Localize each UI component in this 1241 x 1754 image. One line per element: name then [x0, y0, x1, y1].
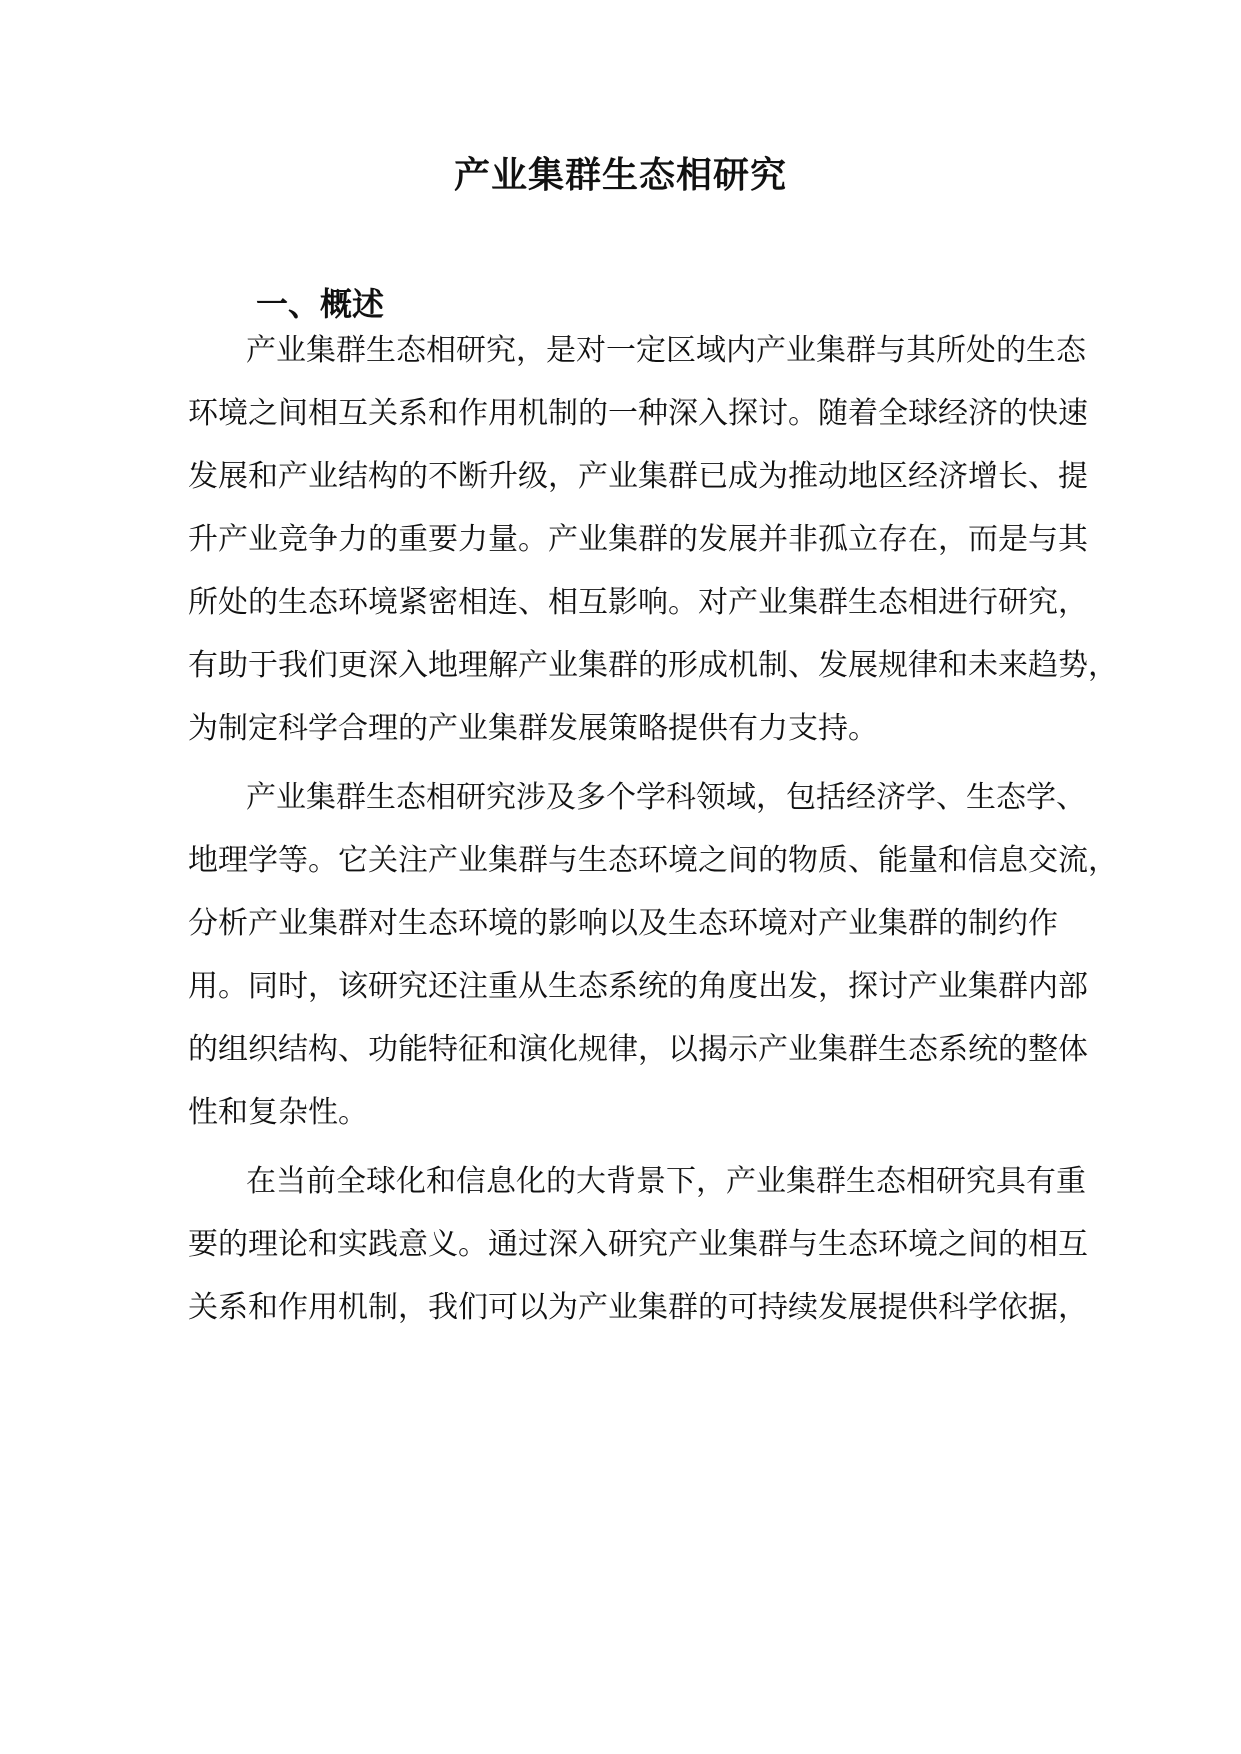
paragraph-line: 性和复杂性。	[188, 1095, 368, 1130]
paragraph-line: 所处的生态环境紧密相连、相互影响。对产业集群生态相进行研究，	[188, 585, 1088, 620]
document-title: 产业集群生态相研究	[453, 154, 787, 196]
paragraph-line: 产业集群生态相研究，是对一定区域内产业集群与其所处的生态	[246, 333, 1086, 368]
paragraph-line: 的组织结构、功能特征和演化规律，以揭示产业集群生态系统的整体	[188, 1032, 1088, 1067]
paragraph-line: 地理学等。它关注产业集群与生态环境之间的物质、能量和信息交流，	[188, 843, 1118, 878]
paragraph-line: 为制定科学合理的产业集群发展策略提供有力支持。	[188, 711, 878, 746]
paragraph-line: 关系和作用机制，我们可以为产业集群的可持续发展提供科学依据，	[188, 1290, 1088, 1325]
paragraph-line: 升产业竞争力的重要力量。产业集群的发展并非孤立存在，而是与其	[188, 522, 1088, 557]
paragraph-line: 分析产业集群对生态环境的影响以及生态环境对产业集群的制约作	[188, 906, 1058, 941]
paragraph-line: 用。同时，该研究还注重从生态系统的角度出发，探讨产业集群内部	[188, 969, 1088, 1004]
paragraph-line: 环境之间相互关系和作用机制的一种深入探讨。随着全球经济的快速	[188, 396, 1088, 431]
paragraph-line: 发展和产业结构的不断升级，产业集群已成为推动地区经济增长、提	[188, 459, 1088, 494]
paragraph-line: 在当前全球化和信息化的大背景下，产业集群生态相研究具有重	[246, 1164, 1086, 1199]
paragraph-line: 有助于我们更深入地理解产业集群的形成机制、发展规律和未来趋势，	[188, 648, 1118, 683]
section-heading: 一、概述	[256, 285, 385, 323]
paragraph-line: 产业集群生态相研究涉及多个学科领域，包括经济学、生态学、	[246, 780, 1086, 815]
paragraph-line: 要的理论和实践意义。通过深入研究产业集群与生态环境之间的相互	[188, 1227, 1088, 1262]
